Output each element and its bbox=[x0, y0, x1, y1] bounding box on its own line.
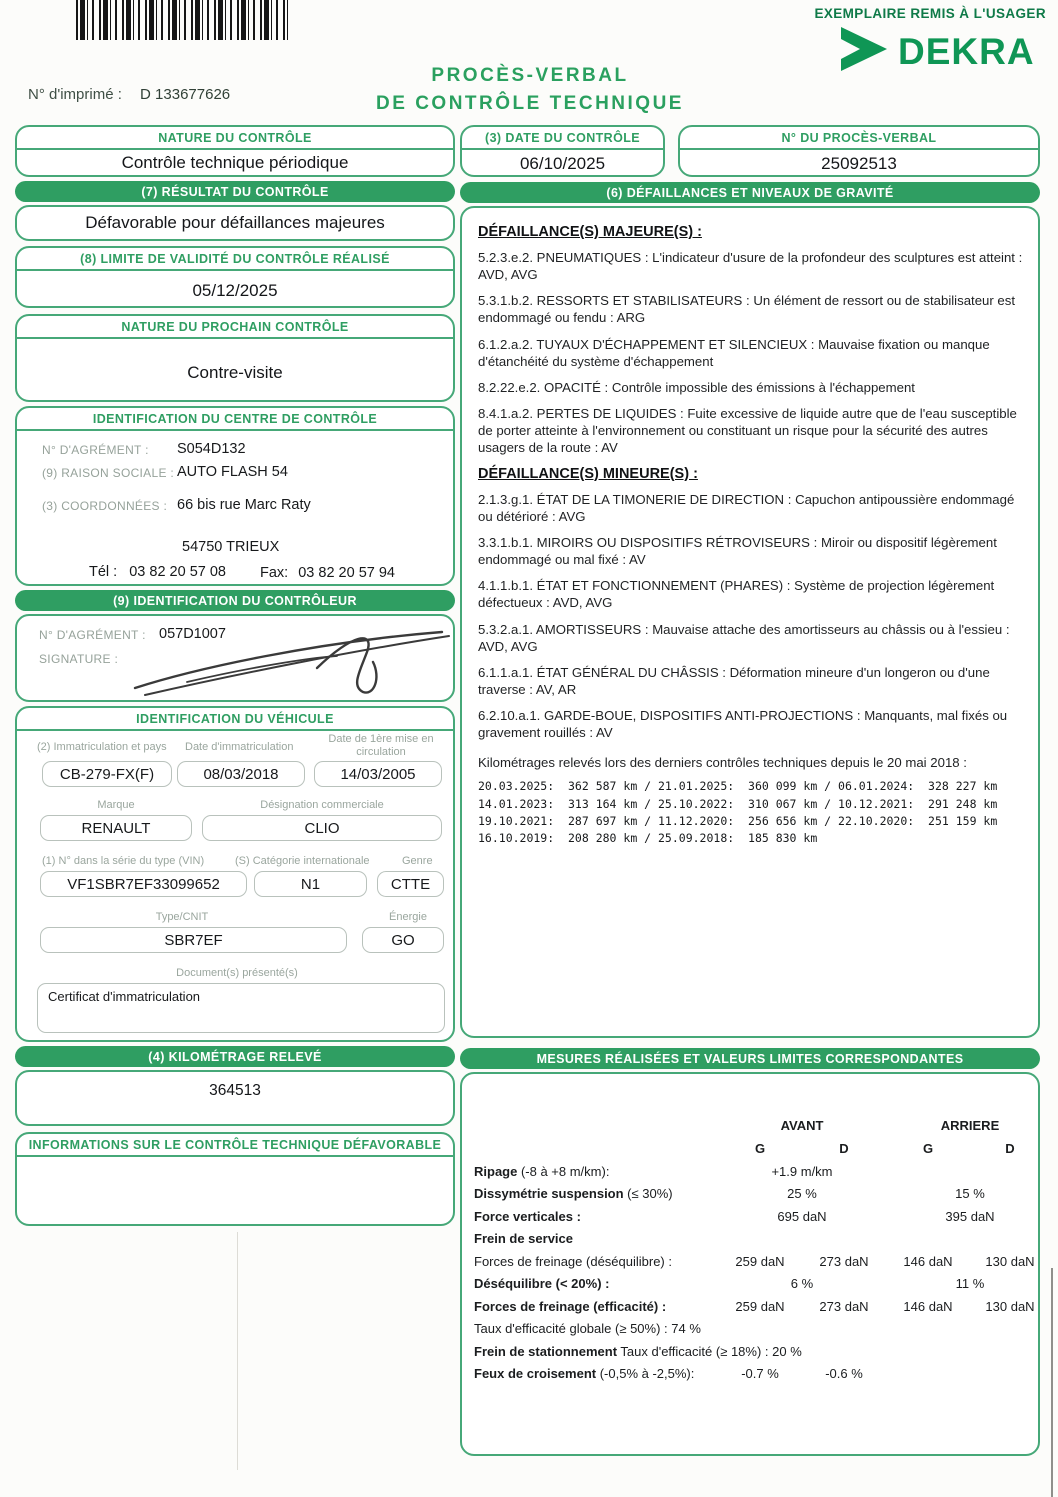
date-mec-value: 14/03/2005 bbox=[314, 761, 442, 787]
section-infos-defavorable bbox=[15, 1132, 455, 1226]
mesure-value-avant: 25 % bbox=[787, 1186, 817, 1201]
defects-major-title: DÉFAILLANCE(S) MAJEURE(S) : bbox=[478, 224, 702, 240]
centre-coordonnees-label: (3) COORDONNÉES : bbox=[42, 499, 168, 513]
mesure-label: Frein de stationnement bbox=[474, 1343, 618, 1359]
mesure-label: Dissymétrie suspension bbox=[474, 1186, 624, 1201]
mesure-row-dissymetrie bbox=[474, 1186, 1028, 1201]
mileage-history-row: 16.10.2019: 208 280 km / 25.09.2018: 185 830 km bbox=[478, 831, 818, 846]
immatriculation-label: (2) Immatriculation et pays bbox=[37, 741, 167, 753]
section-header: NATURE DU PROCHAIN CONTRÔLE bbox=[17, 316, 453, 339]
section-header-controleur: (9) IDENTIFICATION DU CONTRÔLEUR bbox=[15, 590, 455, 611]
mesure-value-avant-d: -0.6 % bbox=[825, 1366, 863, 1381]
mesure-value-avant: 6 % bbox=[790, 1276, 814, 1291]
col-g: G bbox=[754, 1141, 766, 1156]
mesure-value-arriere-g: 146 daN bbox=[903, 1253, 953, 1269]
mesure-row-force-verticale bbox=[474, 1209, 1028, 1224]
mesure-row-ripage bbox=[474, 1164, 1028, 1179]
genre-label: Genre bbox=[402, 855, 433, 867]
mesure-row-frein-stationnement bbox=[474, 1344, 1028, 1359]
section-numero-pv bbox=[678, 125, 1040, 177]
mesure-row-desequilibre bbox=[474, 1276, 1028, 1291]
section-header: (3) DATE DU CONTRÔLE bbox=[462, 127, 663, 150]
date-immatriculation-value: 08/03/2018 bbox=[177, 761, 305, 787]
defect-item: 8.4.1.a.2. PERTES DE LIQUIDES : Fuite excessive de liquide autre que de l'eau susceptible de porter atteinte à l'environnement ou constituant un risque pour la sécurité des autres usagers de la route : AV bbox=[478, 406, 1017, 456]
mesure-value-avant-d: 273 daN bbox=[819, 1298, 869, 1314]
print-number-label: N° d'imprimé : bbox=[28, 86, 122, 103]
date-mec-label: Date de 1ère mise en circulation bbox=[328, 733, 434, 759]
mesure-label: Frein de service bbox=[474, 1231, 573, 1246]
mesure-row-taux-global bbox=[474, 1321, 1028, 1336]
scan-edge-line bbox=[1051, 1268, 1053, 1497]
mesure-value-avant-g: -0.7 % bbox=[741, 1366, 779, 1381]
defect-item: 5.3.2.a.1. AMORTISSEURS : Mauvaise attache des amortisseurs au châssis ou à l'essieu : AVD, AVG bbox=[478, 621, 1010, 654]
nature-controle-value: Contrôle technique périodique bbox=[121, 153, 349, 172]
mileage-history-row: 20.03.2025: 362 587 km / 21.01.2025: 360 099 km / 06.01.2024: 328 227 km bbox=[478, 779, 998, 794]
section-centre-controle bbox=[15, 406, 455, 586]
section-header: INFORMATIONS SUR LE CONTRÔLE TECHNIQUE DÉFAVORABLE bbox=[17, 1134, 453, 1157]
section-nature-controle bbox=[15, 125, 455, 177]
mesure-label-suffix: Taux d'efficacité (≥ 18%) : 20 % bbox=[617, 1343, 802, 1359]
categorie-label: (S) Catégorie internationale bbox=[235, 855, 370, 867]
barcode bbox=[76, 0, 288, 40]
numero-pv-value: 25092513 bbox=[821, 154, 897, 173]
genre-value: CTTE bbox=[377, 871, 444, 897]
controleur-agrement-value: 057D1007 bbox=[159, 626, 226, 642]
mesure-label: Feux de croisement bbox=[474, 1366, 597, 1381]
centre-agrement-label: N° D'AGRÉMENT : bbox=[42, 443, 149, 457]
document-title-line1: PROCÈS-VERBAL bbox=[431, 65, 629, 86]
mesure-row-freinage-desequilibre bbox=[474, 1253, 1035, 1269]
document-title-line2: DE CONTRÔLE TECHNIQUE bbox=[376, 92, 684, 114]
mesure-value-arriere-d: 130 daN bbox=[985, 1298, 1035, 1314]
mesure-value-arriere: 11 % bbox=[955, 1276, 985, 1291]
section-limite-validite bbox=[15, 246, 455, 308]
mesure-row-freinage-efficacite bbox=[474, 1298, 1035, 1314]
col-arriere: ARRIERE bbox=[940, 1118, 1000, 1133]
mesure-label: Ripage bbox=[474, 1163, 518, 1179]
designation-label: Désignation commerciale bbox=[260, 799, 384, 811]
controleur-agrement-label: N° D'AGRÉMENT : bbox=[39, 628, 146, 642]
mileage-history-table bbox=[478, 778, 1024, 847]
centre-raison-value: AUTO FLASH 54 bbox=[177, 464, 288, 480]
mesure-value-avant: 695 daN bbox=[777, 1208, 827, 1224]
centre-adresse-value: 66 bis rue Marc Raty bbox=[177, 497, 311, 513]
mesure-label: Force verticales : bbox=[474, 1208, 581, 1224]
mesure-label: Forces de freinage (efficacité) : bbox=[474, 1298, 667, 1314]
mesure-label-suffix: (-8 à +8 m/km): bbox=[517, 1163, 610, 1179]
documents-label: Document(s) présenté(s) bbox=[176, 967, 298, 979]
mesures-axle-header-row bbox=[474, 1118, 1028, 1133]
col-d: D bbox=[839, 1141, 849, 1156]
prochain-controle-value: Contre-visite bbox=[187, 363, 283, 382]
date-immatriculation-label: Date d'immatriculation bbox=[185, 741, 294, 753]
mesure-value-arriere: 15 % bbox=[955, 1186, 985, 1201]
print-number-value: D 133677626 bbox=[140, 86, 231, 103]
section-header-resultat: (7) RÉSULTAT DU CONTRÔLE bbox=[15, 181, 455, 202]
dekra-arrow-icon bbox=[840, 26, 888, 77]
mileage-history-intro: Kilométrages relevés lors des derniers contrôles techniques depuis le 20 mai 2018 : bbox=[478, 755, 967, 771]
col-d: D bbox=[1005, 1141, 1015, 1156]
date-controle-value: 06/10/2025 bbox=[519, 154, 606, 173]
signature-icon bbox=[127, 616, 457, 707]
section-header-defaillances: (6) DÉFAILLANCES ET NIVEAUX DE GRAVITÉ bbox=[460, 182, 1040, 203]
mileage-history-row: 19.10.2021: 287 697 km / 11.12.2020: 256 656 km / 22.10.2020: 251 159 km bbox=[478, 813, 998, 828]
section-header: NATURE DU CONTRÔLE bbox=[17, 127, 453, 150]
defect-item: 3.3.1.b.1. MIROIRS OU DISPOSITIFS RÉTROVISEURS : Miroir ou dispositif légèrement endommagé ou mal fixé : AV bbox=[478, 534, 997, 568]
col-g: G bbox=[922, 1141, 934, 1156]
documents-value: Certificat d'immatriculation bbox=[37, 983, 445, 1033]
mesure-value-arriere-d: 130 daN bbox=[985, 1253, 1035, 1269]
limite-validite-value: 05/12/2025 bbox=[192, 281, 278, 300]
print-number bbox=[28, 86, 230, 103]
col-avant: AVANT bbox=[780, 1118, 824, 1133]
section-controleur bbox=[15, 614, 455, 702]
designation-value: CLIO bbox=[202, 815, 442, 841]
mesure-label-suffix: (≤ 30%) bbox=[623, 1186, 673, 1201]
defect-item: 8.2.22.e.2. OPACITÉ : Contrôle impossible des émissions à l'échappement bbox=[478, 379, 915, 395]
section-mesures bbox=[460, 1072, 1040, 1456]
centre-fax-label: Fax: bbox=[260, 565, 289, 581]
defect-item: 6.1.1.a.1. ÉTAT GÉNÉRAL DU CHÂSSIS : Déformation mineure d'un longeron ou d'une traverse : AV, AR bbox=[478, 664, 990, 697]
vin-value: VF1SBR7EF33099652 bbox=[40, 871, 247, 897]
defect-item: 4.1.1.b.1. ÉTAT ET FONCTIONNEMENT (PHARES) : Système de projection légèrement défectueux : AVD, AVG bbox=[478, 578, 995, 611]
energie-label: Énergie bbox=[389, 911, 427, 923]
section-resultat bbox=[15, 205, 455, 241]
defects-minor-title: DÉFAILLANCE(S) MINEURE(S) : bbox=[478, 465, 698, 482]
defect-item: 2.1.3.g.1. ÉTAT DE LA TIMONERIE DE DIRECTION : Capuchon antipoussière endommagé ou détérioré : AVG bbox=[478, 491, 1015, 524]
document-title bbox=[330, 62, 730, 117]
mesure-row-frein-service bbox=[474, 1231, 1028, 1246]
section-prochain-controle bbox=[15, 314, 455, 402]
section-defaillances bbox=[460, 206, 1040, 1038]
centre-tel bbox=[89, 564, 226, 580]
resultat-value: Défavorable pour défaillances majeures bbox=[85, 213, 385, 232]
immatriculation-value: CB-279-FX(F) bbox=[42, 761, 172, 787]
kilometrage-value: 364513 bbox=[209, 1082, 261, 1099]
section-kilometrage bbox=[15, 1070, 455, 1126]
centre-fax bbox=[260, 565, 395, 581]
dekra-logo bbox=[840, 26, 1035, 77]
section-header: (8) LIMITE DE VALIDITÉ DU CONTRÔLE RÉALISÉ bbox=[17, 248, 453, 271]
mesure-value-avant-g: 259 daN bbox=[735, 1298, 785, 1314]
mileage-history-row: 14.01.2023: 313 164 km / 25.10.2022: 310 067 km / 10.12.2021: 291 248 km bbox=[478, 796, 998, 811]
defect-item: 5.3.1.b.2. RESSORTS ET STABILISATEURS : Un élément de ressort ou de stabilisateur est endommagé ou fendu : ARG bbox=[478, 293, 1016, 326]
vin-label: (1) N° dans la série du type (VIN) bbox=[42, 855, 205, 867]
mesure-value-avant-g: 259 daN bbox=[735, 1253, 785, 1269]
centre-tel-value: 03 82 20 57 08 bbox=[129, 564, 226, 580]
mesure-label-suffix: Taux d'efficacité globale (≥ 50%) : 74 % bbox=[474, 1321, 701, 1336]
centre-agrement-value: S054D132 bbox=[177, 441, 246, 457]
marque-value: RENAULT bbox=[40, 815, 192, 841]
centre-tel-label: Tél : bbox=[89, 564, 118, 580]
type-cnit-label: Type/CNIT bbox=[155, 911, 209, 923]
mesures-gd-header-row bbox=[474, 1141, 1028, 1156]
mesure-value-arriere: 395 daN bbox=[945, 1208, 995, 1224]
defect-item: 6.1.2.a.2. TUYAUX D'ÉCHAPPEMENT ET SILENCIEUX : Mauvaise fixation ou manque d'étanchéité du système d'échappement bbox=[478, 336, 990, 369]
defect-item: 5.2.3.e.2. PNEUMATIQUES : L'indicateur d'usure de la profondeur des sculptures est atteint : AVD, AVG bbox=[478, 250, 1023, 283]
mesure-row-feux-croisement bbox=[474, 1366, 1028, 1381]
centre-fax-value: 03 82 20 57 94 bbox=[298, 565, 395, 581]
controleur-signature-label: SIGNATURE : bbox=[39, 652, 119, 666]
mesure-value-arriere-g: 146 daN bbox=[903, 1298, 953, 1314]
section-header-kilometrage: (4) KILOMÉTRAGE RELEVÉ bbox=[15, 1046, 455, 1067]
mesure-label: Déséquilibre (< 20%) : bbox=[474, 1276, 610, 1291]
mesure-value-avant-d: 273 daN bbox=[819, 1253, 869, 1269]
mesure-label-suffix: Forces de freinage (déséquilibre) : bbox=[474, 1253, 672, 1269]
marque-label: Marque bbox=[97, 799, 135, 811]
section-header: N° DU PROCÈS-VERBAL bbox=[680, 127, 1038, 150]
section-date-controle bbox=[460, 125, 665, 177]
centre-ville-value: 54750 TRIEUX bbox=[182, 539, 280, 555]
section-vehicule bbox=[15, 706, 455, 1042]
defect-item: 6.2.10.a.1. GARDE-BOUE, DISPOSITIFS ANTI-PROJECTIONS : Manquants, mal fixés ou gravement rouillés : AV bbox=[478, 708, 1008, 741]
section-header: IDENTIFICATION DU CENTRE DE CONTRÔLE bbox=[17, 408, 453, 431]
scan-fold-line bbox=[237, 1232, 238, 1470]
mesure-value-avant: +1.9 m/km bbox=[771, 1163, 833, 1179]
mesure-label-suffix: (-0,5% à -2,5%): bbox=[596, 1366, 695, 1381]
copy-label: EXEMPLAIRE REMIS À L'USAGER bbox=[814, 6, 1046, 21]
section-header-mesures: MESURES RÉALISÉES ET VALEURS LIMITES CORRESPONDANTES bbox=[460, 1048, 1040, 1069]
energie-value: GO bbox=[362, 927, 444, 953]
type-cnit-value: SBR7EF bbox=[40, 927, 347, 953]
section-header: IDENTIFICATION DU VÉHICULE bbox=[17, 708, 453, 731]
centre-raison-label: (9) RAISON SOCIALE : bbox=[42, 466, 175, 480]
dekra-wordmark: DEKRA bbox=[898, 30, 1035, 72]
categorie-value: N1 bbox=[254, 871, 367, 897]
